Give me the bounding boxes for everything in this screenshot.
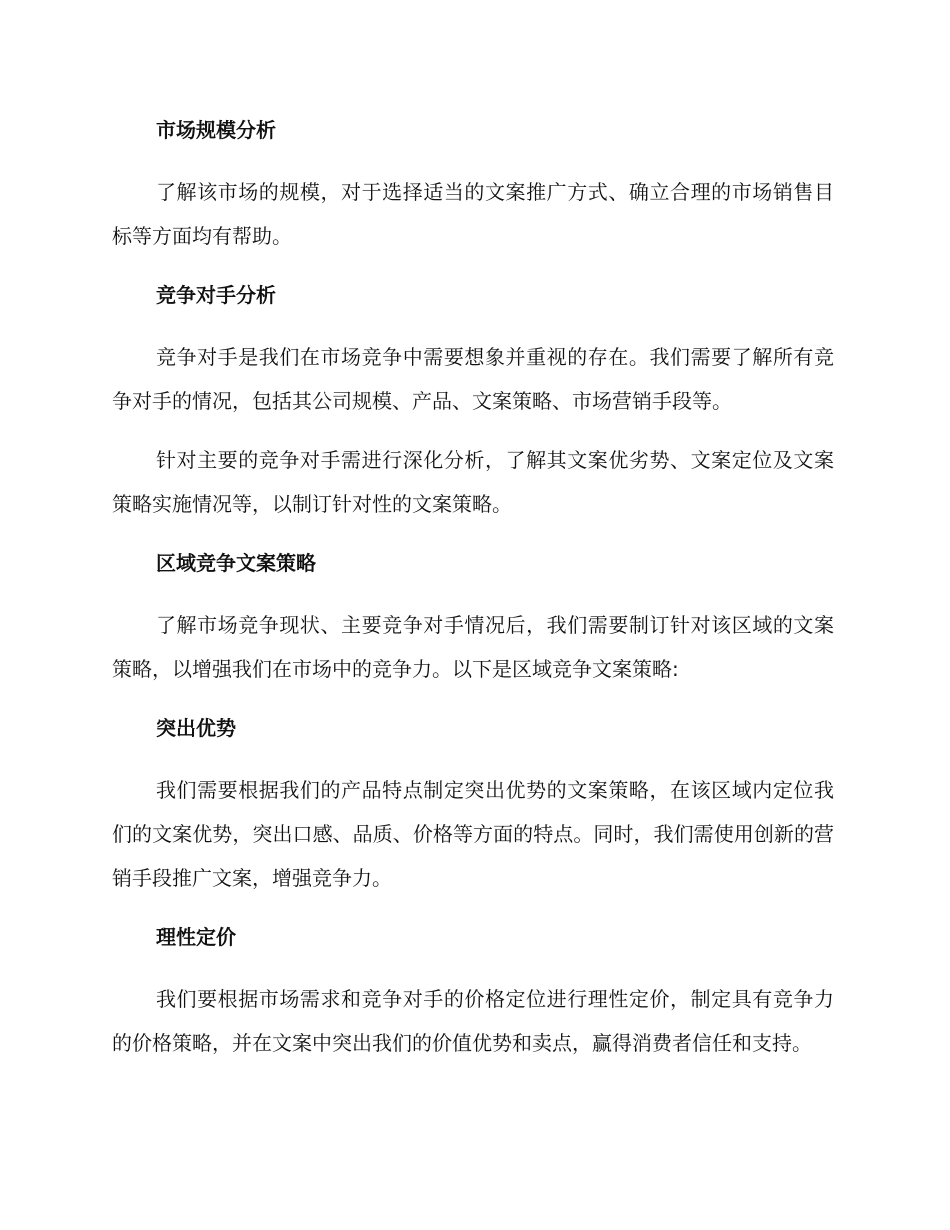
section-heading-market-size: 市场规模分析 [156, 118, 276, 142]
paragraph: 我们需要根据我们的产品特点制定突出优势的文案策略，在该区域内定位我们的文案优势，突出口感、品质、价格等方面的特点。同时，我们需使用创新的营销手段推广文案，增强竞争力。 [112, 778, 834, 890]
document-body [112, 108, 834, 1080]
section-heading-rational-pricing: 理性定价 [156, 925, 236, 949]
paragraph: 针对主要的竞争对手需进行深化分析，了解其文案优劣势、文案定位及文案策略实施情况等，以制订针对性的文案策略。 [112, 448, 834, 516]
section-heading-regional-strategy: 区域竞争文案策略 [156, 551, 316, 575]
paragraph: 我们要根据市场需求和竞争对手的价格定位进行理性定价，制定具有竞争力的价格策略，并在文案中突出我们的价值优势和卖点，赢得消费者信任和支持。 [112, 987, 834, 1055]
section-heading-highlight-advantages: 突出优势 [156, 716, 236, 740]
paragraph: 竞争对手是我们在市场竞争中需要想象并重视的存在。我们需要了解所有竞争对手的情况，包括其公司规模、产品、文案策略、市场营销手段等。 [112, 345, 834, 413]
section-heading-competitor-analysis: 竞争对手分析 [156, 283, 276, 307]
paragraph: 了解该市场的规模，对于选择适当的文案推广方式、确立合理的市场销售目标等方面均有帮助。 [112, 180, 834, 248]
paragraph: 了解市场竞争现状、主要竞争对手情况后，我们需要制订针对该区域的文案策略，以增强我们在市场中的竞争力。以下是区域竞争文案策略: [112, 613, 834, 681]
